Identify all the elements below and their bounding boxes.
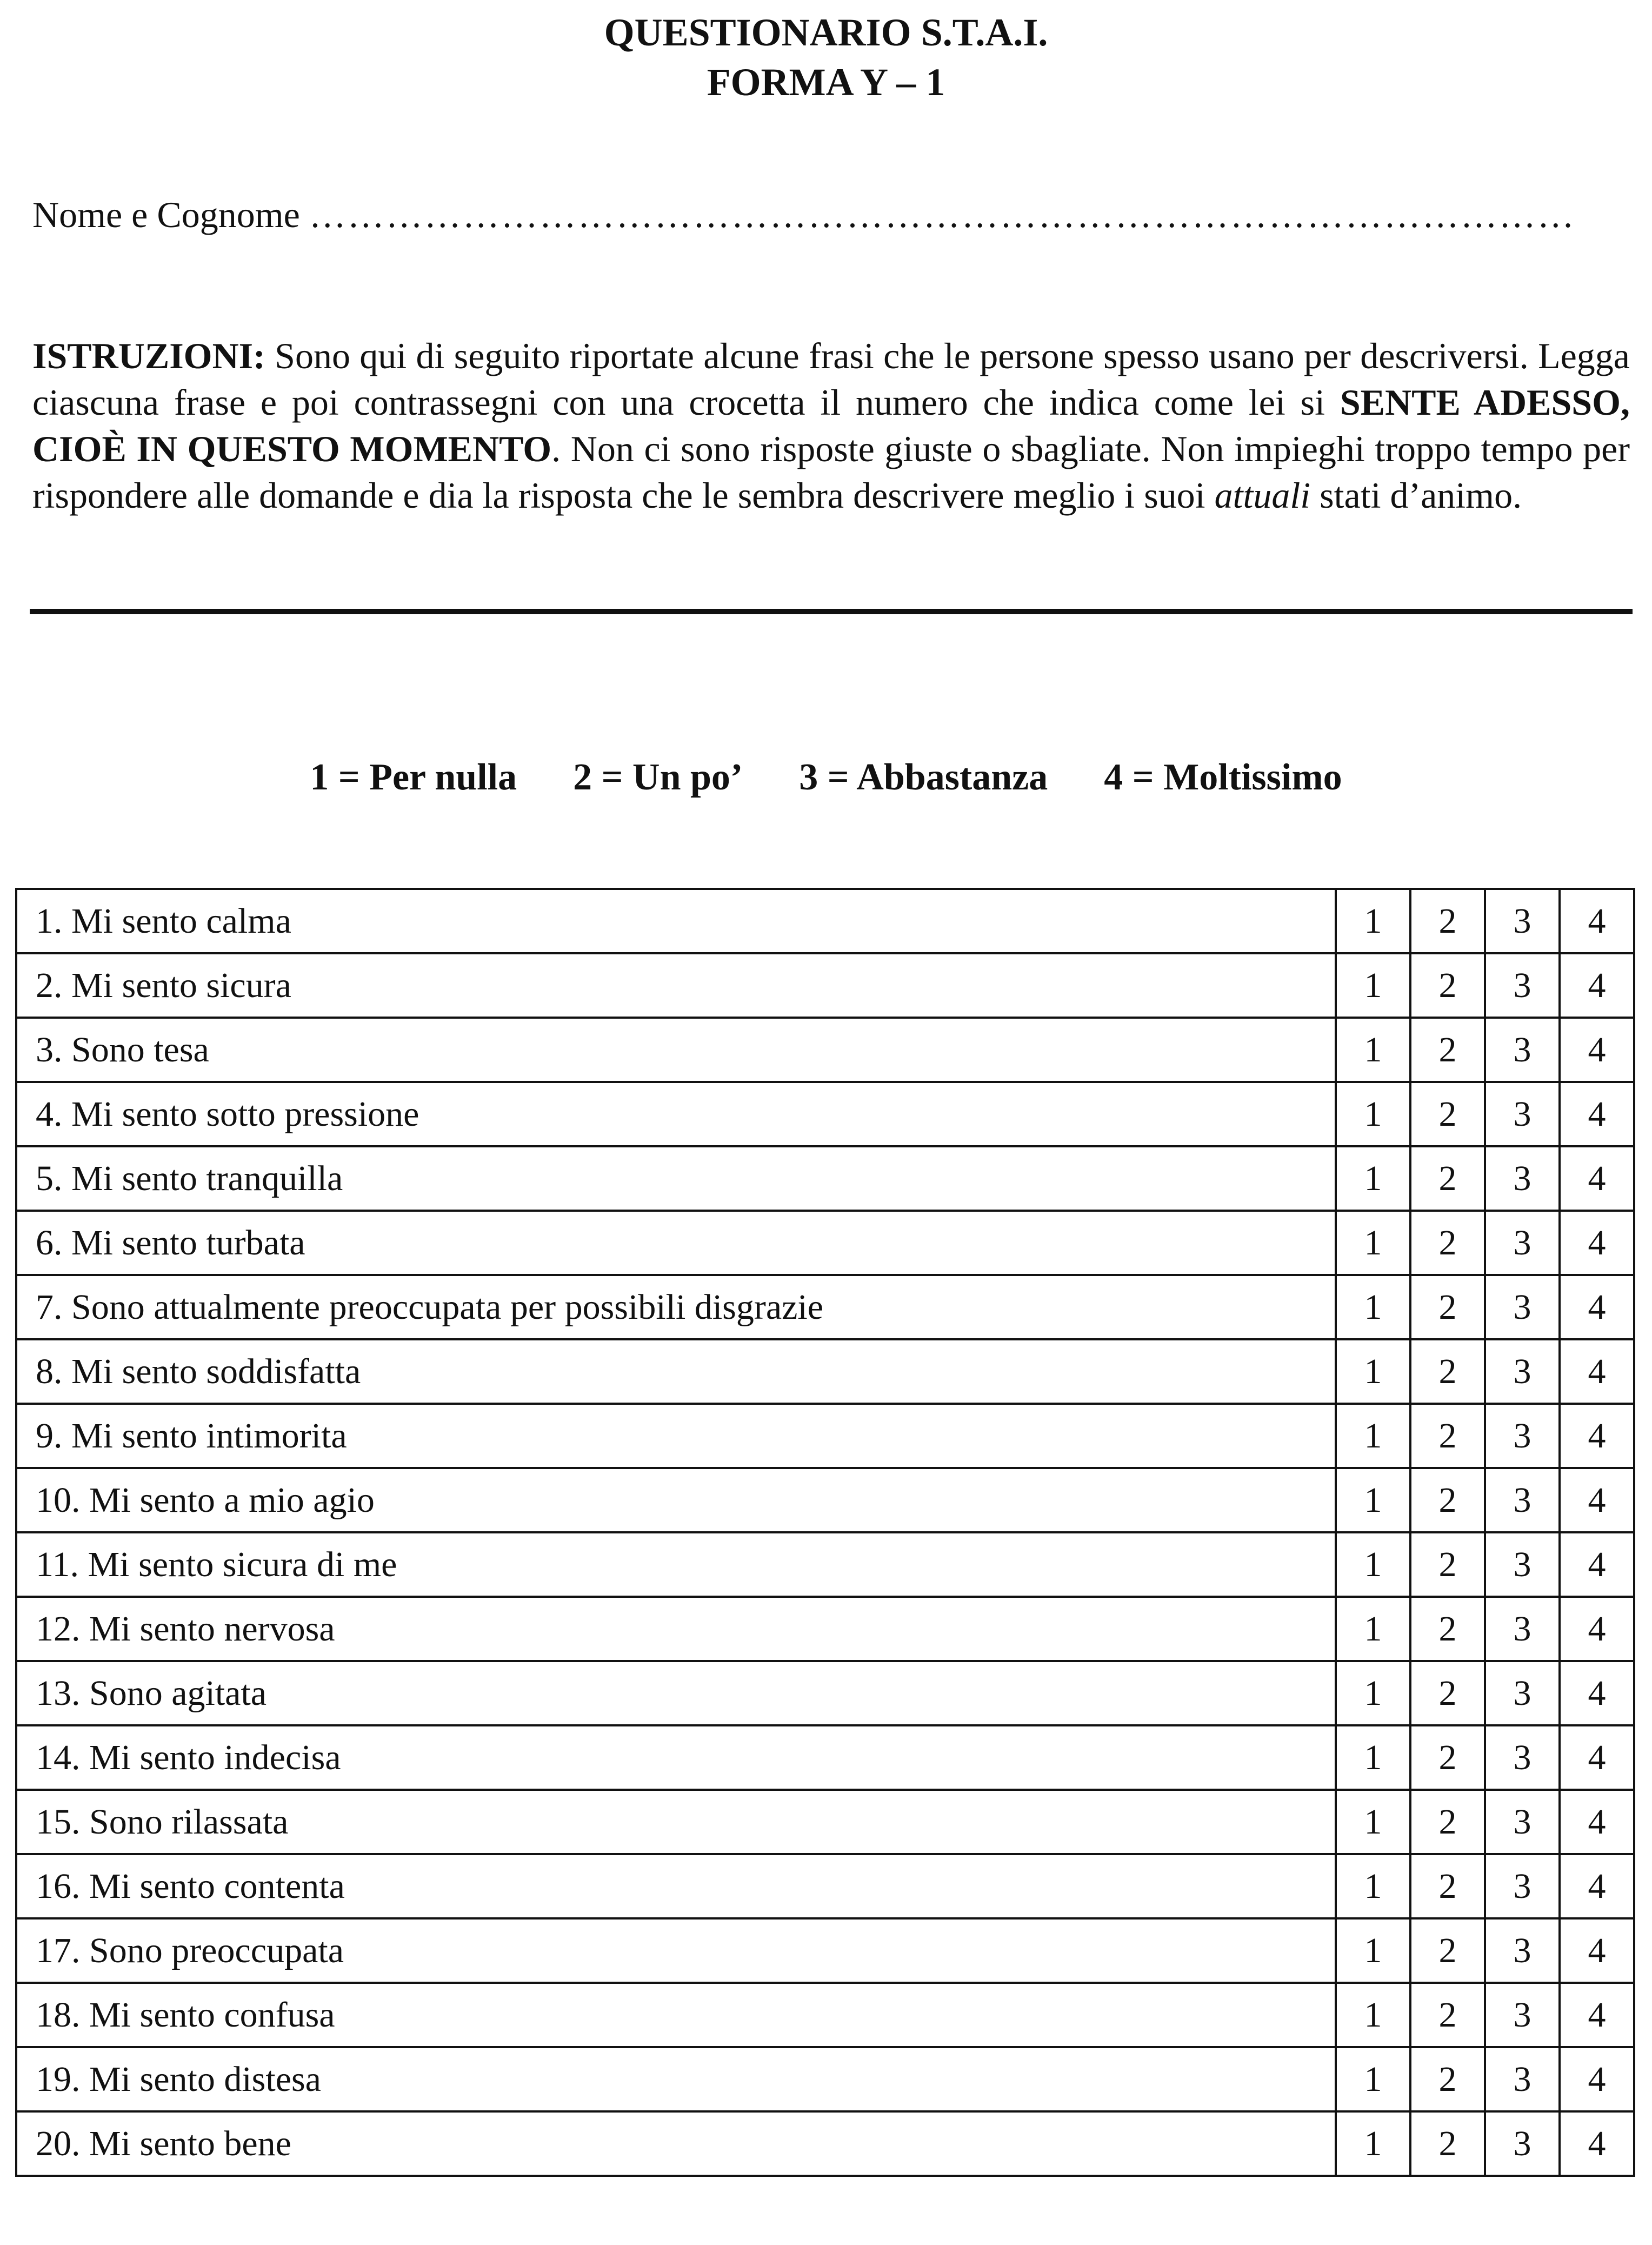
page-title <box>0 8 1652 107</box>
answer-option-4[interactable]: 4 <box>1560 889 1634 953</box>
table-row <box>16 1404 1634 1468</box>
item-statement: 2. Mi sento sicura <box>16 953 1336 1018</box>
name-field-dotted-line[interactable]: ……………………………………………………………………………………… <box>309 194 1576 235</box>
item-statement: 1. Mi sento calma <box>16 889 1336 953</box>
answer-option-2[interactable]: 2 <box>1410 1918 1485 1983</box>
table-row <box>16 1725 1634 1790</box>
instructions-lead: ISTRUZIONI: <box>32 335 265 376</box>
item-statement: 4. Mi sento sotto pressione <box>16 1082 1336 1146</box>
item-statement: 20. Mi sento bene <box>16 2111 1336 2176</box>
answer-option-3[interactable]: 3 <box>1485 1983 1560 2047</box>
answer-option-4[interactable]: 4 <box>1560 1468 1634 1532</box>
answer-option-2[interactable]: 2 <box>1410 1082 1485 1146</box>
item-statement: 6. Mi sento turbata <box>16 1211 1336 1275</box>
answer-option-3[interactable]: 3 <box>1485 1404 1560 1468</box>
answer-option-2[interactable]: 2 <box>1410 1339 1485 1404</box>
answer-option-3[interactable]: 3 <box>1485 1146 1560 1211</box>
answer-option-2[interactable]: 2 <box>1410 1854 1485 1918</box>
answer-option-1[interactable]: 1 <box>1336 2111 1410 2176</box>
title-line-2: FORMA Y – 1 <box>707 61 945 104</box>
instructions-text-2: . Non ci sono risposte giuste o sbagliate. Non impieghi troppo tempo per rispondere alle domande e dia la risposta che le sembra descrivere meglio i suoi <box>32 428 1630 516</box>
answer-option-4[interactable]: 4 <box>1560 2047 1634 2111</box>
answer-option-1[interactable]: 1 <box>1336 2047 1410 2111</box>
answer-option-2[interactable]: 2 <box>1410 889 1485 953</box>
answer-option-2[interactable]: 2 <box>1410 1146 1485 1211</box>
instructions-text-1: Sono qui di seguito riportate alcune frasi che le persone spesso usano per descriversi. Legga ciascuna frase e poi contrassegni con una crocetta il numero che indica come lei si <box>32 335 1630 423</box>
answer-option-1[interactable]: 1 <box>1336 1082 1410 1146</box>
answer-option-1[interactable]: 1 <box>1336 1854 1410 1918</box>
scale-legend <box>0 754 1652 801</box>
table-row <box>16 1661 1634 1725</box>
answer-option-1[interactable]: 1 <box>1336 1983 1410 2047</box>
answer-option-2[interactable]: 2 <box>1410 1661 1485 1725</box>
answer-option-4[interactable]: 4 <box>1560 1983 1634 2047</box>
item-statement: 19. Mi sento distesa <box>16 2047 1336 2111</box>
table-row <box>16 1082 1634 1146</box>
answer-option-2[interactable]: 2 <box>1410 953 1485 1018</box>
answer-option-2[interactable]: 2 <box>1410 1790 1485 1854</box>
instructions-text-3: stati d’animo. <box>1310 475 1522 516</box>
answer-option-4[interactable]: 4 <box>1560 1725 1634 1790</box>
table-row <box>16 1468 1634 1532</box>
answer-option-3[interactable]: 3 <box>1485 1661 1560 1725</box>
answer-option-2[interactable]: 2 <box>1410 1404 1485 1468</box>
answer-option-3[interactable]: 3 <box>1485 2047 1560 2111</box>
name-field[interactable] <box>32 192 1576 237</box>
table-row <box>16 2047 1634 2111</box>
answer-option-1[interactable]: 1 <box>1336 1661 1410 1725</box>
table-row <box>16 1211 1634 1275</box>
answer-option-4[interactable]: 4 <box>1560 1211 1634 1275</box>
table-row <box>16 1790 1634 1854</box>
legend-item: 2 = Un po’ <box>573 756 743 798</box>
answer-option-4[interactable]: 4 <box>1560 1146 1634 1211</box>
table-row <box>16 1597 1634 1661</box>
answer-option-4[interactable]: 4 <box>1560 1404 1634 1468</box>
answer-option-2[interactable]: 2 <box>1410 1468 1485 1532</box>
table-row <box>16 2111 1634 2176</box>
answer-option-3[interactable]: 3 <box>1485 1918 1560 1983</box>
answer-option-1[interactable]: 1 <box>1336 1790 1410 1854</box>
answer-option-2[interactable]: 2 <box>1410 1532 1485 1597</box>
answer-option-2[interactable]: 2 <box>1410 2047 1485 2111</box>
answer-option-3[interactable]: 3 <box>1485 2111 1560 2176</box>
instructions-emphasis: SENTE ADESSO, CIOÈ IN QUESTO MOMENTO <box>32 382 1630 469</box>
item-statement: 10. Mi sento a mio agio <box>16 1468 1336 1532</box>
answer-option-1[interactable]: 1 <box>1336 1018 1410 1082</box>
answer-option-2[interactable]: 2 <box>1410 1983 1485 2047</box>
legend-item: 4 = Moltissimo <box>1104 756 1342 798</box>
answer-option-4[interactable]: 4 <box>1560 1661 1634 1725</box>
table-row <box>16 1018 1634 1082</box>
answer-option-1[interactable]: 1 <box>1336 1725 1410 1790</box>
answer-option-3[interactable]: 3 <box>1485 1468 1560 1532</box>
answer-option-2[interactable]: 2 <box>1410 1211 1485 1275</box>
answer-option-1[interactable]: 1 <box>1336 1468 1410 1532</box>
answer-option-3[interactable]: 3 <box>1485 953 1560 1018</box>
table-row <box>16 889 1634 953</box>
answer-option-4[interactable]: 4 <box>1560 1339 1634 1404</box>
answer-option-4[interactable]: 4 <box>1560 1532 1634 1597</box>
item-statement: 16. Mi sento contenta <box>16 1854 1336 1918</box>
item-statement: 9. Mi sento intimorita <box>16 1404 1336 1468</box>
answer-option-4[interactable]: 4 <box>1560 953 1634 1018</box>
instructions-italic: attuali <box>1214 475 1311 516</box>
table-row <box>16 1854 1634 1918</box>
answer-option-3[interactable]: 3 <box>1485 1339 1560 1404</box>
item-statement: 7. Sono attualmente preoccupata per possibili disgrazie <box>16 1275 1336 1339</box>
item-statement: 15. Sono rilassata <box>16 1790 1336 1854</box>
answer-option-3[interactable]: 3 <box>1485 1211 1560 1275</box>
answer-option-3[interactable]: 3 <box>1485 1597 1560 1661</box>
name-field-label: Nome e Cognome <box>32 194 300 235</box>
answer-option-4[interactable]: 4 <box>1560 1918 1634 1983</box>
questionnaire-table-body <box>16 889 1634 2176</box>
answer-option-2[interactable]: 2 <box>1410 2111 1485 2176</box>
table-row <box>16 1275 1634 1339</box>
answer-option-3[interactable]: 3 <box>1485 1790 1560 1854</box>
answer-option-3[interactable]: 3 <box>1485 1018 1560 1082</box>
table-row <box>16 1983 1634 2047</box>
legend-item: 3 = Abbastanza <box>799 756 1048 798</box>
table-row <box>16 953 1634 1018</box>
answer-option-3[interactable]: 3 <box>1485 1275 1560 1339</box>
answer-option-4[interactable]: 4 <box>1560 1597 1634 1661</box>
answer-option-3[interactable]: 3 <box>1485 889 1560 953</box>
answer-option-3[interactable]: 3 <box>1485 1725 1560 1790</box>
answer-option-1[interactable]: 1 <box>1336 1275 1410 1339</box>
item-statement: 13. Sono agitata <box>16 1661 1336 1725</box>
answer-option-2[interactable]: 2 <box>1410 1597 1485 1661</box>
item-statement: 17. Sono preoccupata <box>16 1918 1336 1983</box>
table-row <box>16 1146 1634 1211</box>
answer-option-4[interactable]: 4 <box>1560 1082 1634 1146</box>
answer-option-1[interactable]: 1 <box>1336 1532 1410 1597</box>
answer-option-1[interactable]: 1 <box>1336 1597 1410 1661</box>
item-statement: 12. Mi sento nervosa <box>16 1597 1336 1661</box>
answer-option-2[interactable]: 2 <box>1410 1018 1485 1082</box>
answer-option-3[interactable]: 3 <box>1485 1854 1560 1918</box>
answer-option-1[interactable]: 1 <box>1336 1146 1410 1211</box>
instructions-paragraph <box>32 333 1630 519</box>
answer-option-4[interactable]: 4 <box>1560 2111 1634 2176</box>
item-statement: 11. Mi sento sicura di me <box>16 1532 1336 1597</box>
table-row <box>16 1918 1634 1983</box>
item-statement: 8. Mi sento soddisfatta <box>16 1339 1336 1404</box>
answer-option-4[interactable]: 4 <box>1560 1018 1634 1082</box>
questionnaire-table <box>15 888 1635 2177</box>
item-statement: 14. Mi sento indecisa <box>16 1725 1336 1790</box>
table-row <box>16 1339 1634 1404</box>
answer-option-2[interactable]: 2 <box>1410 1275 1485 1339</box>
answer-option-1[interactable]: 1 <box>1336 1211 1410 1275</box>
item-statement: 5. Mi sento tranquilla <box>16 1146 1336 1211</box>
section-divider <box>30 609 1633 614</box>
answer-option-1[interactable]: 1 <box>1336 953 1410 1018</box>
answer-option-3[interactable]: 3 <box>1485 1082 1560 1146</box>
answer-option-1[interactable]: 1 <box>1336 1404 1410 1468</box>
answer-option-1[interactable]: 1 <box>1336 1339 1410 1404</box>
answer-option-4[interactable]: 4 <box>1560 1275 1634 1339</box>
answer-option-1[interactable]: 1 <box>1336 1918 1410 1983</box>
answer-option-1[interactable]: 1 <box>1336 889 1410 953</box>
answer-option-4[interactable]: 4 <box>1560 1854 1634 1918</box>
answer-option-4[interactable]: 4 <box>1560 1790 1634 1854</box>
answer-option-2[interactable]: 2 <box>1410 1725 1485 1790</box>
item-statement: 3. Sono tesa <box>16 1018 1336 1082</box>
legend-item: 1 = Per nulla <box>310 756 517 798</box>
title-line-1: QUESTIONARIO S.T.A.I. <box>604 11 1048 54</box>
item-statement: 18. Mi sento confusa <box>16 1983 1336 2047</box>
table-row <box>16 1532 1634 1597</box>
answer-option-3[interactable]: 3 <box>1485 1532 1560 1597</box>
